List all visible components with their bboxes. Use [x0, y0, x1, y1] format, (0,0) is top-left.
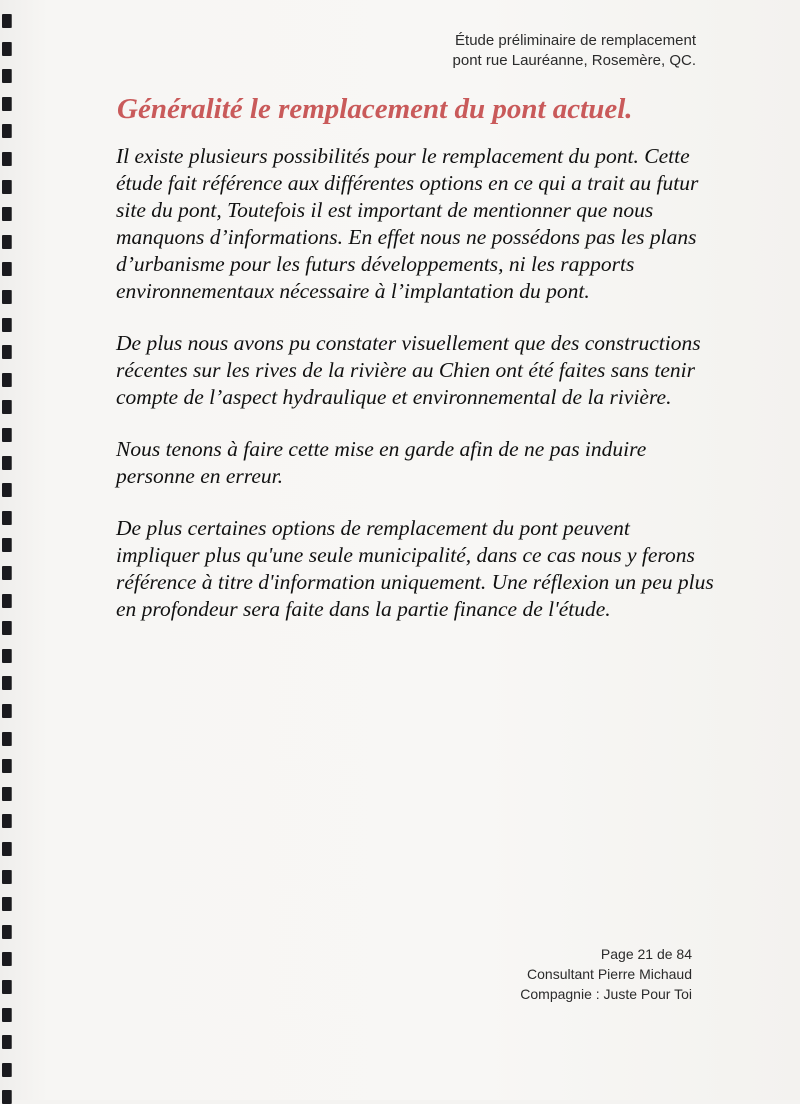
page-header: [453, 31, 696, 71]
binding-hole: [2, 1035, 11, 1049]
binding-hole: [2, 704, 11, 718]
binding-hole: [2, 14, 11, 28]
binding-hole: [2, 594, 11, 608]
binding-hole: [2, 207, 11, 221]
paragraph-4: De plus certaines options de remplacement du pont peuvent impliquer plus qu'une seule municipalité, dans ce cas nous y ferons référence à titre d'information uniquement. Une réflexion un peu plus en profondeur sera faite dans la partie finance de l'étude.: [116, 516, 714, 621]
consultant-name: Consultant Pierre Michaud: [527, 966, 692, 982]
binding-hole: [2, 373, 11, 387]
binding-hole: [2, 676, 11, 690]
binding-hole: [2, 318, 11, 332]
binding-hole: [2, 400, 11, 414]
binding-hole: [2, 925, 11, 939]
binding-hole: [2, 483, 11, 497]
paragraph-1: Il existe plusieurs possibilités pour le remplacement du pont. Cette étude fait référence aux différentes options en ce qui a trait au futur site du pont, Toutefois il est important de mentionner que nous manquons d’informations. En effet nous ne possédons pas les plans d’urbanisme pour les futurs développements, ni les rapports environnementaux nécessaire à l’implantation du pont.: [116, 144, 699, 303]
binding-hole: [2, 97, 11, 111]
page-number: Page 21 de 84: [600, 946, 692, 962]
binding-hole: [2, 345, 11, 359]
binding-hole: [2, 1008, 11, 1022]
binding-hole: [2, 870, 11, 884]
binding-hole: [2, 152, 11, 166]
paragraph-3: Nous tenons à faire cette mise en garde afin de ne pas induire personne en erreur.: [116, 437, 647, 488]
body-text: [116, 143, 716, 648]
header-line-1: Étude préliminaire de remplacement: [455, 32, 696, 49]
binding-hole: [2, 759, 11, 773]
company-name: Compagnie : Juste Pour Toi: [520, 986, 692, 1002]
binding-hole: [2, 428, 11, 442]
binding-hole: [2, 235, 11, 249]
binding-hole: [2, 124, 11, 138]
binding-hole: [2, 290, 11, 304]
binding-hole: [2, 980, 11, 994]
binding-hole: [2, 538, 11, 552]
binding-hole: [2, 787, 11, 801]
binding-hole: [2, 897, 11, 911]
binding-hole: [2, 566, 11, 580]
spiral-binding: [0, 0, 16, 1100]
binding-hole: [2, 262, 11, 276]
binding-hole: [2, 180, 11, 194]
section-title: Généralité le remplacement du pont actuel.: [117, 93, 633, 125]
binding-hole: [2, 456, 11, 470]
binding-hole: [2, 732, 11, 746]
binding-hole: [2, 842, 11, 856]
binding-hole: [2, 952, 11, 966]
binding-hole: [2, 814, 11, 828]
header-line-2: pont rue Lauréanne, Rosemère, QC.: [452, 52, 696, 69]
binding-hole: [2, 42, 11, 56]
binding-hole: [2, 511, 11, 525]
binding-hole: [2, 1063, 11, 1077]
binding-hole: [2, 649, 11, 663]
paragraph-2: De plus nous avons pu constater visuellement que des constructions récentes sur les rives de la rivière au Chien ont été faites sans tenir compte de l’aspect hydraulique et environnemental de la rivière.: [116, 331, 701, 409]
page-footer: [520, 944, 692, 1004]
binding-hole: [2, 621, 11, 635]
binding-hole: [2, 69, 11, 83]
binding-hole: [2, 1090, 11, 1104]
